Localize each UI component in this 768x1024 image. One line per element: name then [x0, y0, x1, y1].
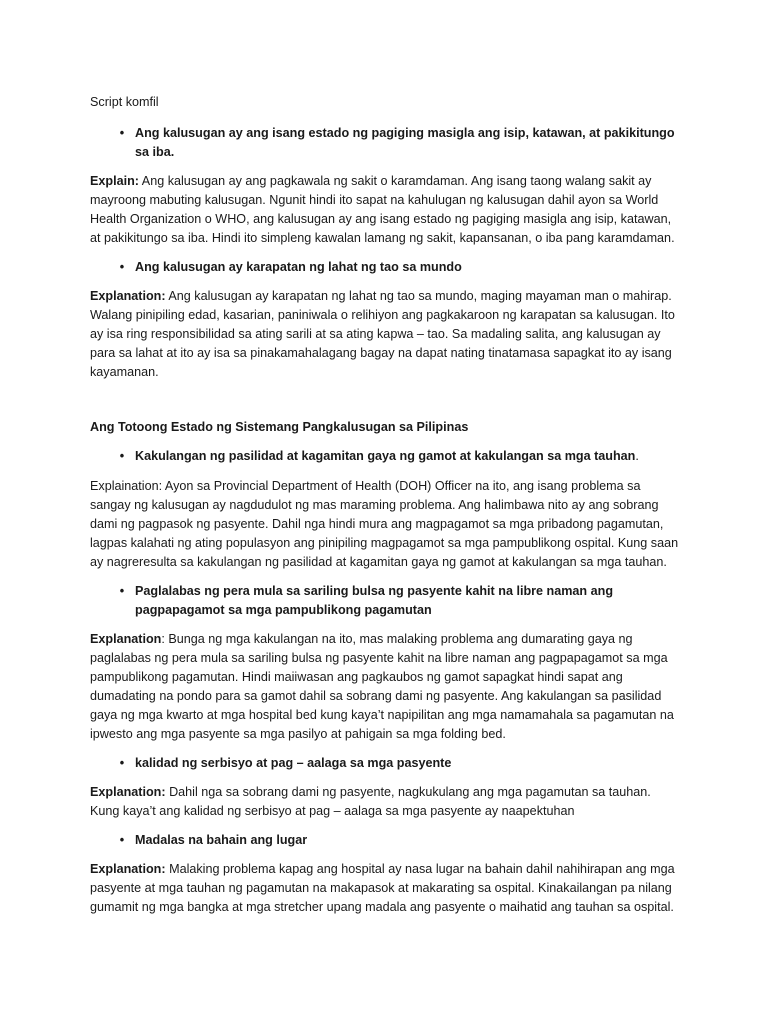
item1-paragraph — [90, 172, 682, 248]
item4-heading: Paglalabas ng pera mula sa sariling bulsa ng pasyente kahit na libre naman ang pagpapagamot sa mga pampublikong pagamutan — [135, 584, 614, 617]
item6-paragraph — [90, 860, 682, 917]
item4-label: Explanation — [90, 632, 162, 646]
script-title: Script komfil — [90, 95, 159, 109]
bullet-5: • — [119, 756, 125, 770]
item1-text: Ang kalusugan ay ang pagkawala ng sakit o karamdaman. Ang isang taong walang sakit ay mayroong mabuting kalusugan. Ngunit hindi ito sapat na kahulugan ng kalusugan dahil ayon sa World Health Organization o WHO, ang kalusugan ay ang isang estado ng pagiging masigla ang isip, katawan, at pakikitungo sa iba. Hindi ito simpleng kawalan lamang ng sakit, kapansanan, o iba pang karamdaman. — [90, 174, 675, 245]
item5-label: Explanation: — [90, 785, 166, 799]
item3-heading-line — [135, 447, 675, 466]
item1-heading: Ang kalusugan ay ang isang estado ng pagiging masigla ang isip, katawan, at pakikitungo sa iba. — [135, 126, 675, 159]
item1-label: Explain: — [90, 174, 139, 188]
item5-heading: kalidad ng serbisyo at pag – aalaga sa mga pasyente — [135, 756, 452, 770]
item3-text: Ayon sa Provincial Department of Health (DOH) Officer na ito, ang isang problema sa sangay ng kalusugan ay nagdudulot ng mas maraming problema. Ang halimbawa nito ay ang sobrang dami ng pagpasok ng pasyente. Dahil nga hindi mura ang magpagamot sa mga pribadong pagamutan, lagpas kalahati ng ating populasyon ang pinipiling magpagamot sa mga pampublikong ospital. Kung saan ay nagreresulta sa kakulangan ng pasilidad at kagamitan gaya ng gamot at kakulangan sa mga tauhan. — [90, 479, 679, 569]
item6-text: Malaking problema kapag ang hospital ay nasa lugar na bahain dahil nahihirapan ang mga pasyente at mga tauhan ng pagamutan na makapasok at makarating sa ospital. Kinakailangan pa nilang gumamit ng mga bangka at mga stretcher upang madala ang pasyente o maihatid ang tauhan sa ospital. — [90, 862, 675, 914]
item2-paragraph — [90, 287, 682, 382]
item6-heading: Madalas na bahain ang lugar — [135, 833, 308, 847]
section-title: Ang Totoong Estado ng Sistemang Pangkalusugan sa Pilipinas — [90, 420, 469, 434]
item5-text: Dahil nga sa sobrang dami ng pasyente, nagkukulang ang mga pagamutan sa tauhan. Kung kaya’t ang kalidad ng serbisyo at pag – aalaga sa mga pasyente ay naapektuhan — [90, 785, 651, 818]
bullet-1: • — [119, 126, 125, 140]
item4-text: : Bunga ng mga kakulangan na ito, mas malaking problema ang dumarating gaya ng paglalabas ng pera mula sa sariling bulsa ng pasyente kahit na libre naman ang pagpapagamot sa mga pampublikong pagamutan. Hindi maiiwasan ang pagkaubos ng gamot sapagkat hindi sapat ang dumadating na pondo para sa gamot dahil sa sobrang dami ng pasyente. Ang kakulangan sa pasilidad gaya ng mga kwarto at mga hospital bed kung kaya’t napipilitan ang mga namamahala sa pagamutan na ipwesto ang mga pasyente sa mga pasilyo at pahigain sa mga folding bed. — [90, 632, 674, 741]
item4-paragraph — [90, 630, 682, 744]
bullet-6: • — [119, 833, 125, 847]
item5-paragraph — [90, 783, 682, 821]
item2-heading: Ang kalusugan ay karapatan ng lahat ng tao sa mundo — [135, 260, 462, 274]
bullet-2: • — [119, 260, 125, 274]
item2-text: Ang kalusugan ay karapatan ng lahat ng tao sa mundo, maging mayaman man o mahirap. Walang pinipiling edad, kasarian, paniniwala o relihiyon ang pagkakaroon ng karapatan sa kalusugan. Ito ay isa ring responsibilidad sa ating sarili at sa ating kapwa – tao. Sa madaling salita, ang kalusugan ay para sa lahat at ito ay isa sa pinakamahalagang bagay na dapat nating tinatamasa sapagkat ito ay isang kayamanan. — [90, 289, 675, 379]
item6-label: Explanation: — [90, 862, 166, 876]
item3-label: Explaination: — [90, 479, 163, 493]
item2-label: Explanation: — [90, 289, 166, 303]
bullet-4: • — [119, 584, 125, 598]
item3-paragraph — [90, 477, 682, 572]
bullet-3: • — [119, 449, 125, 463]
item3-heading: Kakulangan ng pasilidad at kagamitan gaya ng gamot at kakulangan sa mga tauhan — [135, 449, 636, 463]
item3-heading-end: . — [635, 449, 639, 463]
